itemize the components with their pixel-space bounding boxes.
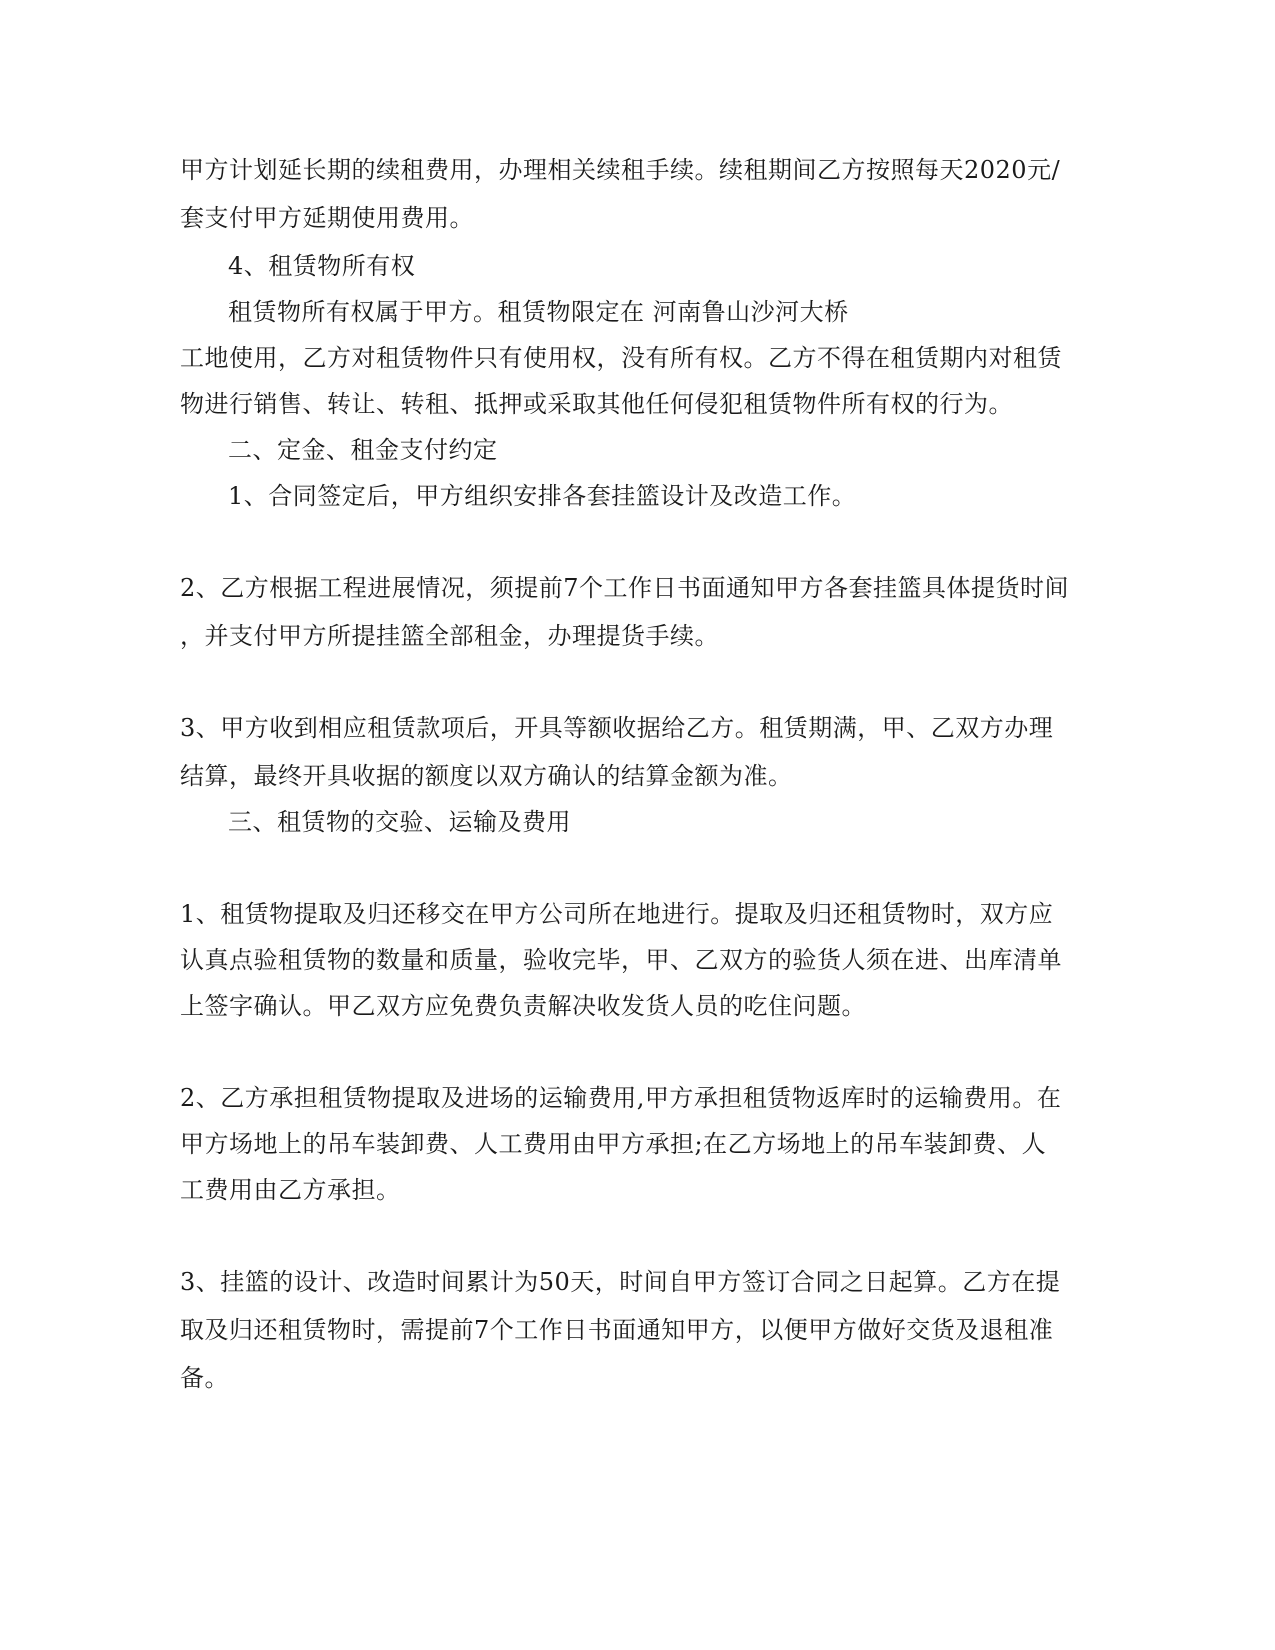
text-line: 上签字确认。甲乙双方应免费负责解决收发货人员的吃住问题。 bbox=[180, 992, 866, 1020]
text-line: 租赁物所有权属于甲方。租赁物限定在 河南鲁山沙河大桥 bbox=[228, 298, 849, 326]
text-line: 2、乙方承担租赁物提取及进场的运输费用,甲方承担租赁物返库时的运输费用。在 bbox=[180, 1084, 1062, 1112]
text-line: 物进行销售、转让、转租、抵押或采取其他任何侵犯租赁物件所有权的行为。 bbox=[180, 390, 1013, 418]
text-line: 结算，最终开具收据的额度以双方确认的结算金额为准。 bbox=[180, 762, 793, 790]
text-line: 备。 bbox=[180, 1364, 229, 1392]
section-heading: 三、租赁物的交验、运输及费用 bbox=[228, 808, 571, 836]
text-line: 甲方场地上的吊车装卸费、人工费用由甲方承担;在乙方场地上的吊车装卸费、人 bbox=[180, 1130, 1047, 1158]
section-heading: 二、定金、租金支付约定 bbox=[228, 436, 498, 464]
text-line: 套支付甲方延期使用费用。 bbox=[180, 204, 474, 232]
text-line: 1、合同签定后，甲方组织安排各套挂篮设计及改造工作。 bbox=[228, 482, 857, 510]
text-line: 工地使用，乙方对租赁物件只有使用权，没有所有权。乙方不得在租赁期内对租赁 bbox=[180, 344, 1062, 372]
text-line: 工费用由乙方承担。 bbox=[180, 1176, 401, 1204]
section-heading: 4、租赁物所有权 bbox=[228, 252, 416, 280]
text-line: ，并支付甲方所提挂篮全部租金，办理提货手续。 bbox=[180, 622, 719, 650]
text-line: 1、租赁物提取及归还移交在甲方公司所在地进行。提取及归还租赁物时，双方应 bbox=[180, 900, 1054, 928]
text-line: 2、乙方根据工程进展情况，须提前7个工作日书面通知甲方各套挂篮具体提货时间 bbox=[180, 574, 1070, 602]
text-line: 甲方计划延长期的续租费用，办理相关续租手续。续租期间乙方按照每天2020元/ bbox=[180, 156, 1061, 184]
text-line: 3、挂篮的设计、改造时间累计为50天，时间自甲方签订合同之日起算。乙方在提 bbox=[180, 1268, 1061, 1296]
text-line: 取及归还租赁物时，需提前7个工作日书面通知甲方，以便甲方做好交货及退租准 bbox=[180, 1316, 1054, 1344]
text-line: 认真点验租赁物的数量和质量，验收完毕，甲、乙双方的验货人须在进、出库清单 bbox=[180, 946, 1062, 974]
text-line: 3、甲方收到相应租赁款项后，开具等额收据给乙方。租赁期满，甲、乙双方办理 bbox=[180, 714, 1054, 742]
